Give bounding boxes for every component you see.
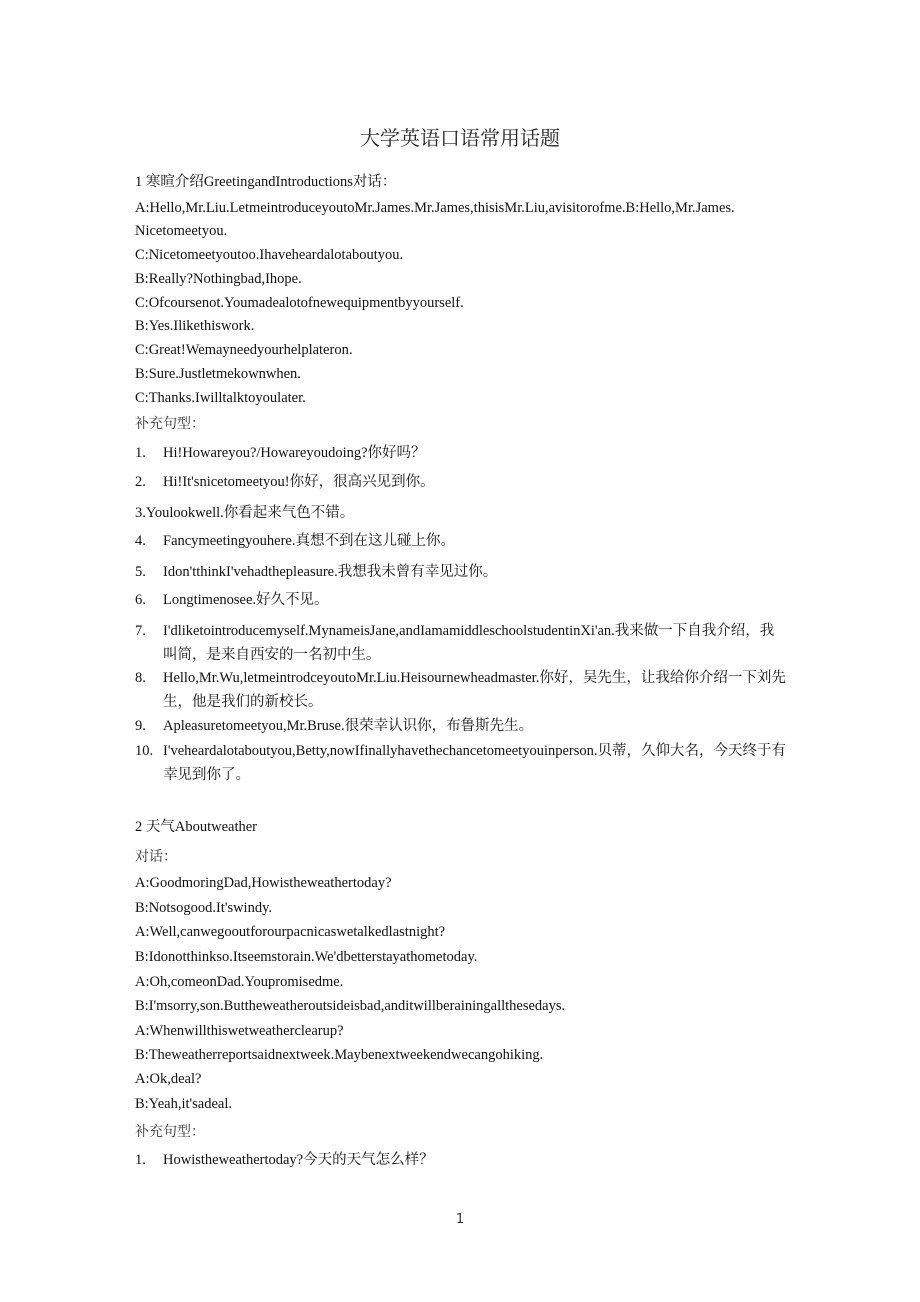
dialog-label: 对话： xyxy=(135,849,177,865)
dialog-line: B:Idonotthinkso.Itseemstorain.We'dbetterstayathometoday. xyxy=(135,949,478,965)
dialog-line: B:Yes.Ilikethiswork. xyxy=(135,318,255,334)
dialog-line: C:Great!Wemayneedyourhelplateron. xyxy=(135,342,353,358)
dialog-line: B:Theweatherreportsaidnextweek.Maybenextweekendwecangohiking. xyxy=(135,1047,544,1063)
list-item: Fancymeetingyouhere.真想不到在这儿碰上你。 xyxy=(163,533,455,549)
section-heading-greetings: 1 寒暄介绍GreetingandIntroductions对话： xyxy=(135,174,397,190)
dialog-line: C:Nicetomeetyoutoo.Ihaveheardalotaboutyou. xyxy=(135,247,404,263)
list-item: Idon'tthinkI'vehadthepleasure.我想我未曾有幸见过你。 xyxy=(163,564,498,580)
list-item-number: 7. xyxy=(135,623,146,639)
page-title: 大学英语口语常用话题 xyxy=(360,126,560,150)
dialog-line: B:Sure.Justletmekownwhen. xyxy=(135,366,301,382)
dialog-line: B:Really?Nothingbad,Ihope. xyxy=(135,271,302,287)
dialog-line: A:Oh,comeonDad.Youpromisedme. xyxy=(135,974,344,990)
section-heading-weather: 2 天气Aboutweather xyxy=(135,819,258,835)
list-item-number: 4. xyxy=(135,533,146,549)
dialog-line: C:Thanks.Iwilltalktoyoulater. xyxy=(135,390,306,406)
dialog-line: A:Well,canwegooutforourpacnicaswetalkedlastnight? xyxy=(135,924,446,940)
supplement-label: 补充句型： xyxy=(135,1124,205,1140)
list-item: I'veheardalotaboutyou,Betty,nowIfinallyhavethechancetomeetyouinperson.贝蒂，久仰大名，今天终于有幸见到你了。 xyxy=(163,743,787,783)
list-item-number: 10. xyxy=(135,743,154,759)
list-item: Hello,Mr.Wu,letmeintrodceyoutoMr.Liu.Heisournewheadmaster.你好，吴先生，让我给你介绍一下刘先生，他是我们的新校长。 xyxy=(163,670,786,710)
list-item-number: 8. xyxy=(135,670,146,686)
dialog-line: B:Notsogood.It'swindy. xyxy=(135,900,273,916)
dialog-line: Nicetomeetyou. xyxy=(135,223,228,239)
list-item-number: 2. xyxy=(135,474,146,490)
page-number: 1 xyxy=(455,1212,465,1227)
dialog-line: A:Hello,Mr.Liu.LetmeintroduceyoutoMr.James.Mr.James,thisisMr.Liu,avisitorofme.B:Hello,Mr.James. xyxy=(135,200,735,216)
list-item: Hi!It'snicetomeetyou!你好，很高兴见到你。 xyxy=(163,474,435,490)
list-item: Howistheweathertoday?今天的天气怎么样？ xyxy=(163,1152,434,1168)
list-item: Longtimenosee.好久不见。 xyxy=(163,592,329,608)
list-item: I'dliketointroducemyself.MynameisJane,andIamamiddleschoolstudentinXi'an.我来做一下自我介绍，我叫简，是来自西安的一名初中生。 xyxy=(163,623,775,663)
list-item-number: 5. xyxy=(135,564,146,580)
dialog-line: B:I'msorry,son.Buttheweatheroutsideisbad,anditwillberainingallthesedays. xyxy=(135,998,566,1014)
list-item-number: 9. xyxy=(135,718,146,734)
list-item-number: 1. xyxy=(135,445,146,461)
supplement-label: 补充句型： xyxy=(135,416,205,432)
list-item: Apleasuretomeetyou,Mr.Bruse.很荣幸认识你，布鲁斯先生。 xyxy=(163,718,534,734)
dialog-line: A:GoodmoringDad,Howistheweathertoday? xyxy=(135,875,392,891)
dialog-line: B:Yeah,it'sadeal. xyxy=(135,1096,232,1112)
list-item-number: 6. xyxy=(135,592,146,608)
dialog-line: A:Whenwillthiswetweatherclearup? xyxy=(135,1023,344,1039)
dialog-line: C:Ofcoursenot.Youmadealotofnewequipmentbyyourself. xyxy=(135,295,464,311)
list-item-number: 1. xyxy=(135,1152,146,1168)
dialog-line: A:Ok,deal? xyxy=(135,1071,202,1087)
list-item: Hi!Howareyou?/Howareyoudoing?你好吗？ xyxy=(163,445,426,461)
list-item: 3.Youlookwell.你看起来气色不错。 xyxy=(135,505,355,521)
